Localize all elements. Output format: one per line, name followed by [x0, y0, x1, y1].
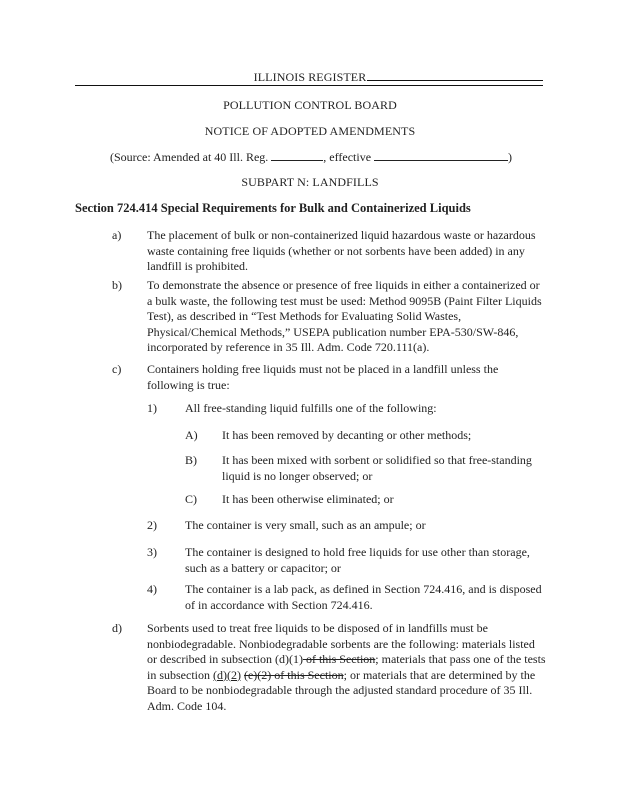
header-rule — [75, 85, 543, 86]
source-note — [110, 149, 512, 165]
item-c4-text: The container is a lab pack, as defined in Section 724.416, and is disposed of in accordance with Section 724.416. — [185, 582, 542, 612]
board-title: POLLUTION CONTROL BOARD — [223, 98, 397, 112]
item-c1-text: All free-standing liquid fulfills one of the following: — [185, 401, 437, 415]
register-underline — [367, 80, 543, 81]
item-a-label: a) — [112, 228, 122, 242]
notice-title: NOTICE OF ADOPTED AMENDMENTS — [204, 124, 416, 138]
item-b-text: To demonstrate the absence or presence of free liquids in either a containerized or a bulk waste, the following test must be used: Method 9095B (Paint Filter Liquids Test), as described in “Test Methods for Evaluating Solid Wastes, Physical/Chemical Methods,” USEPA publication number EPA-530/SW-846, incorporated by reference in 35 Ill. Adm. Code 720.111(a). — [147, 278, 542, 354]
item-c1B-text: It has been mixed with sorbent or solidified so that free-standing liquid is no longer observed; or — [222, 453, 532, 483]
effective-blank — [374, 149, 508, 161]
item-c2-text: The container is very small, such as an ampule; or — [185, 518, 426, 532]
item-c1A-label: A) — [185, 428, 198, 442]
item-c1-label: 1) — [147, 401, 157, 415]
subpart-title: SUBPART N: LANDFILLS — [241, 175, 379, 189]
item-a-text: The placement of bulk or non-containerized liquid hazardous waste or hazardous waste containing free liquids (whether or not sorbents have been added) in any landfill is prohibited. — [147, 228, 536, 273]
item-d-strike2: (e)(2) of this Section — [243, 667, 344, 682]
reg-blank — [271, 149, 323, 161]
item-d-label: d) — [112, 621, 122, 635]
item-c1C-label: C) — [185, 492, 197, 506]
source-effective: , effective — [323, 150, 372, 164]
item-d-strike1: of this Section — [302, 652, 376, 666]
item-b-label: b) — [112, 278, 122, 292]
item-c2-label: 2) — [147, 518, 157, 532]
item-c3-text: The container is designed to hold free liquids for use other than storage, such as a battery or capacitor; or — [185, 545, 530, 575]
item-c1A-text: It has been removed by decanting or other methods; — [222, 428, 472, 442]
source-prefix: (Source: Amended at 40 Ill. Reg. — [110, 150, 269, 164]
item-d-part2: ; materials that pass one of the tests in subsection — [147, 652, 546, 682]
item-c1B-label: B) — [185, 453, 197, 467]
item-d-part1: Sorbents used to treat free liquids to be disposed of in landfills must be nonbiodegradable. Nonbiodegradable sorbents are the following: materials listed or described in subsection (d)(1) — [147, 621, 535, 666]
item-d-part4: ; or materials that are determined by the Board to be nonbiodegradable through the adjusted standard procedure of 35 Ill. Adm. Code 104. — [147, 667, 536, 713]
item-c4-label: 4) — [147, 582, 157, 596]
item-d-text — [147, 621, 547, 714]
item-d-underline1: (d)(2) — [213, 667, 241, 682]
source-close: ) — [508, 150, 513, 164]
register-title: ILLINOIS REGISTER — [253, 70, 367, 84]
item-c-text: Containers holding free liquids must not be placed in a landfill unless the following is true: — [147, 362, 499, 392]
section-heading: Section 724.414 Special Requirements for Bulk and Containerized Liquids — [75, 201, 471, 215]
item-c3-label: 3) — [147, 545, 157, 559]
item-c1C-text: It has been otherwise eliminated; or — [222, 492, 394, 506]
item-c-label: c) — [112, 362, 122, 376]
